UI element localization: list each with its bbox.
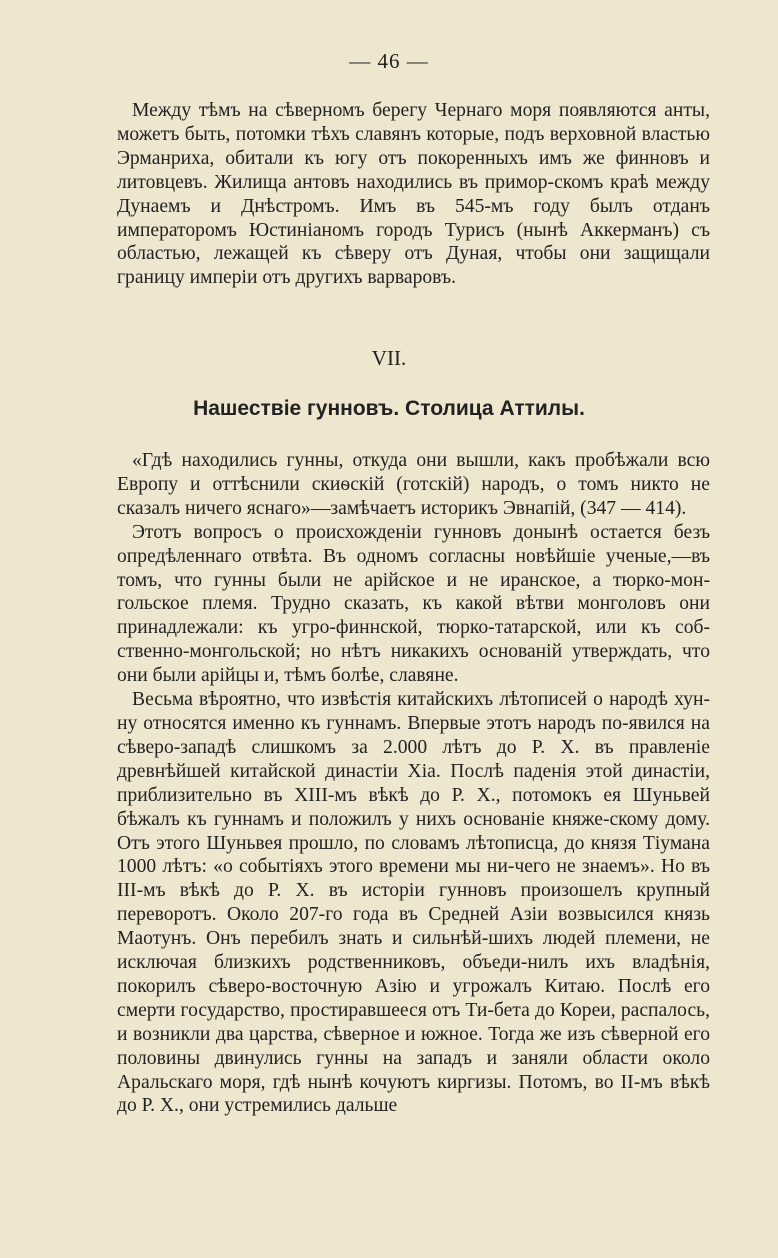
paragraph: Весьма вѣроятно, что извѣстія китайскихъ лѣтописей о народѣ хун-ну относятся именно къ гуннамъ. Впервые этотъ народъ по-явился на сѣверо-западѣ слишкомъ за 2.000 лѣтъ до Р. Х. въ правленіе древнѣйшей китайской династіи Хіа. Послѣ паденія этой династіи, приблизительно въ XIII-мъ вѣкѣ до Р. Х., потомокъ ея Шуньвей бѣжалъ къ гуннамъ и положилъ у нихъ основаніе княже-скому дому. Отъ этого Шуньвея прошло, по словамъ лѣтописца, до князя Тіумана 1000 лѣтъ: «о событіяхъ этого времени мы ни-чего не знаемъ». Но въ III-мъ вѣкѣ до Р. Х. въ исторіи гунновъ произошелъ крупный переворотъ. Около 207-го года въ Средней Азіи возвысился князь Маотунъ. Онъ перебилъ знать и сильнѣй-шихъ людей племени, не исключая близкихъ родственниковъ, объеди-нилъ ихъ владѣнія, покорилъ сѣверо-восточную Азію и угрожалъ Китаю. Послѣ его смерти государство, простиравшееся отъ Ти-бета до Кореи, распалось, и возникли два царства, сѣверное и южное. Тогда же изъ сѣверной его половины двинулись гунны на западъ и заняли области около Аральскаго моря, гдѣ нынѣ кочуютъ киргизы. Потомъ, во II-мъ вѣкѣ до Р. Х., они устремились дальше: [117, 689, 710, 1117]
paragraph: «Гдѣ находились гунны, откуда они вышли, какъ пробѣжали всю Европу и оттѣснили скиѳскій (готскій) народъ, о томъ никто не сказалъ ничего яснаго»—замѣчаетъ историкъ Эвнапій, (347 — 414).: [117, 450, 710, 519]
page-number: — 46 —: [349, 49, 429, 73]
chapter-body: [117, 449, 710, 1118]
chapter-title: Нашествіе гунновъ. Столица Аттилы.: [193, 397, 585, 420]
paragraph: Между тѣмъ на сѣверномъ берегу Чернаго моря появляются анты, можетъ быть, потомки тѣхъ славянъ которые, подъ верховной властью Эрманриха, обитали къ югу отъ покоренныхъ имъ же финновъ и литовцевъ. Жилища антовъ находились въ примор-скомъ краѣ между Дунаемъ и Днѣстромъ. Имъ въ 545-мъ году былъ отданъ императоромъ Юстиніаномъ городъ Турисъ (нынѣ Аккерманъ) съ областью, лежащей къ сѣверу отъ Дуная, чтобы они защищали границу имперіи отъ другихъ варваровъ.: [117, 100, 710, 289]
paragraph: Этотъ вопросъ о происхожденіи гунновъ донынѣ остается безъ опредѣленнаго отвѣта. Въ одномъ согласны новѣйшіе ученые,—въ томъ, что гунны были не арійское и не иранское, а тюрко-мон-гольское племя. Трудно сказать, къ какой вѣтви монголовъ они принадлежали: къ угро-финнской, тюрко-татарской, или къ соб-ственно-монгольской; но нѣтъ никакихъ основаній утверждать, что они были арійцы и, тѣмъ болѣе, славяне.: [117, 521, 710, 687]
intro-paragraph-block: [117, 99, 710, 290]
chapter-number: VII.: [371, 346, 407, 370]
